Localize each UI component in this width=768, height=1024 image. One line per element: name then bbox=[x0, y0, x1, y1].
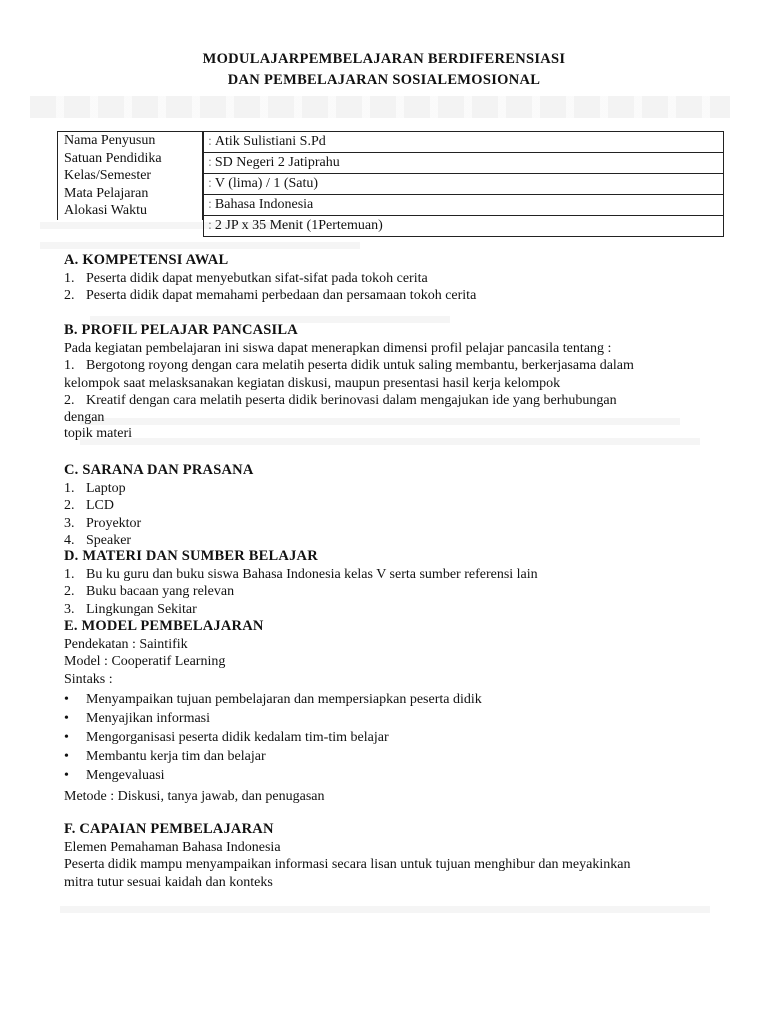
label-alokasi-waktu: Alokasi Waktu bbox=[64, 203, 147, 218]
section-heading: B. PROFIL PELAJAR PANCASILA bbox=[64, 322, 298, 338]
section-materi bbox=[64, 548, 724, 618]
label-nama-penyusun: Nama Penyusun bbox=[64, 133, 156, 148]
value-row bbox=[203, 195, 724, 216]
pendekatan-line: Pendekatan : Saintifik bbox=[64, 636, 188, 652]
item-text: Laptop bbox=[86, 480, 126, 496]
item-text: Membantu kerja tim dan belajar bbox=[86, 748, 266, 764]
value-nama-penyusun: Atik Sulistiani S.Pd bbox=[214, 134, 326, 149]
value-kelas-semester: V (lima) / 1 (Satu) bbox=[214, 176, 319, 191]
colon: : bbox=[208, 134, 212, 149]
section-heading: C. SARANA DAN PRASANA bbox=[64, 462, 254, 478]
paragraph: Pada kegiatan pembelajaran ini siswa dapat menerapkan dimensi profil pelajar pancasila tentang : bbox=[64, 340, 612, 356]
section-heading: F. CAPAIAN PEMBELAJARAN bbox=[64, 821, 274, 837]
list-item bbox=[64, 728, 724, 747]
list-item bbox=[64, 515, 724, 533]
item-number: 1. bbox=[64, 566, 75, 582]
section-capaian bbox=[64, 821, 724, 891]
item-number: 3. bbox=[64, 601, 75, 617]
list-item bbox=[64, 566, 724, 584]
item-continuation: kelompok saat melasksanakan kegiatan diskusi, maupun presentasi hasil kerja kelompok bbox=[64, 375, 561, 391]
item-text: Mengorganisasi peserta didik kedalam tim-tim belajar bbox=[86, 729, 389, 745]
sintaks-line: Sintaks : bbox=[64, 671, 113, 687]
bleed-through-band bbox=[30, 96, 730, 118]
item-text: Peserta didik dapat menyebutkan sifat-sifat pada tokoh cerita bbox=[86, 270, 428, 286]
value-row bbox=[203, 153, 724, 174]
bullet: • bbox=[64, 710, 69, 726]
section-heading: D. MATERI DAN SUMBER BELAJAR bbox=[64, 548, 318, 564]
colon: : bbox=[208, 155, 212, 170]
bullet: • bbox=[64, 767, 69, 783]
section-profil-pelajar bbox=[64, 322, 724, 442]
list-item bbox=[64, 357, 724, 375]
item-text: LCD bbox=[86, 498, 114, 513]
list-item bbox=[64, 497, 724, 515]
label-mata-pelajaran: Mata Pelajaran bbox=[64, 185, 149, 201]
item-number: 2. bbox=[64, 393, 75, 408]
bleed-through-mark bbox=[60, 906, 710, 913]
list-item bbox=[64, 583, 724, 601]
list-item bbox=[64, 392, 724, 410]
bullet: • bbox=[64, 729, 69, 745]
value-row bbox=[203, 174, 724, 195]
section-sarana bbox=[64, 462, 724, 550]
identity-values bbox=[203, 131, 724, 237]
list-item bbox=[64, 709, 724, 728]
document-title-line2: DAN PEMBELAJARAN SOSIALEMOSIONAL bbox=[227, 72, 541, 88]
label-satuan-pendidikan: Satuan Pendidika bbox=[64, 150, 162, 166]
item-number: 3. bbox=[64, 515, 75, 531]
list-item bbox=[64, 601, 724, 619]
list-item bbox=[64, 747, 724, 766]
item-text: Mengevaluasi bbox=[86, 767, 165, 783]
metode-line: Metode : Diskusi, tanya jawab, dan penugasan bbox=[64, 788, 325, 804]
document-title-line1: MODULAJARPEMBELAJARAN BERDIFERENSIASI bbox=[202, 51, 566, 67]
item-text: Menyampaikan tujuan pembelajaran dan mempersiapkan peserta didik bbox=[86, 691, 482, 707]
section-kompetensi-awal bbox=[64, 252, 724, 305]
identity-labels bbox=[57, 131, 203, 220]
item-number: 1. bbox=[64, 358, 75, 373]
item-number: 2. bbox=[64, 584, 75, 599]
item-text: Speaker bbox=[86, 533, 132, 548]
list-item bbox=[64, 690, 724, 709]
list-item bbox=[64, 766, 724, 785]
item-number: 1. bbox=[64, 480, 75, 496]
item-text: Buku bacaan yang relevan bbox=[86, 584, 235, 599]
item-number: 2. bbox=[64, 288, 75, 303]
label-kelas-semester: Kelas/Semester bbox=[64, 168, 152, 183]
colon: : bbox=[208, 218, 212, 233]
paragraph: Peserta didik mampu menyampaikan informasi secara lisan untuk tujuan menghibur dan meyakinkan bbox=[64, 857, 631, 872]
item-text: Bu ku guru dan buku siswa Bahasa Indonesia kelas V serta sumber referensi lain bbox=[86, 566, 538, 582]
item-continuation: topik materi bbox=[64, 425, 133, 441]
value-mata-pelajaran: Bahasa Indonesia bbox=[214, 197, 314, 212]
item-text: Peserta didik dapat memahami perbedaan dan persamaan tokoh cerita bbox=[86, 288, 477, 303]
colon: : bbox=[208, 197, 212, 212]
item-continuation: dengan bbox=[64, 409, 105, 425]
model-line: Model : Cooperatif Learning bbox=[64, 654, 226, 669]
value-row bbox=[203, 131, 724, 153]
list-item bbox=[64, 480, 724, 498]
item-number: 2. bbox=[64, 498, 75, 513]
list-item bbox=[64, 270, 724, 288]
item-text: Proyektor bbox=[86, 515, 142, 531]
list-item bbox=[64, 532, 724, 550]
item-number: 1. bbox=[64, 270, 75, 286]
section-heading: A. KOMPETENSI AWAL bbox=[64, 252, 229, 268]
item-text: Lingkungan Sekitar bbox=[86, 601, 197, 617]
section-model bbox=[64, 618, 724, 805]
colon: : bbox=[208, 176, 212, 191]
list-item bbox=[64, 287, 724, 305]
item-number: 4. bbox=[64, 533, 75, 548]
value-row bbox=[203, 216, 724, 237]
bullet: • bbox=[64, 748, 69, 764]
element-line: Elemen Pemahaman Bahasa Indonesia bbox=[64, 839, 281, 855]
bleed-through-mark bbox=[40, 242, 360, 249]
bullet: • bbox=[64, 691, 69, 707]
value-alokasi-waktu: 2 JP x 35 Menit (1Pertemuan) bbox=[214, 218, 383, 233]
section-heading: E. MODEL PEMBELAJARAN bbox=[64, 618, 264, 634]
item-text: Kreatif dengan cara melatih peserta didik berinovasi dalam mengajukan ide yang berhubungan bbox=[86, 393, 617, 408]
value-satuan-pendidikan: SD Negeri 2 Jatiprahu bbox=[214, 155, 340, 170]
item-text: Menyajikan informasi bbox=[86, 710, 211, 726]
paragraph-continuation: mitra tutur sesuai kaidah dan konteks bbox=[64, 874, 273, 890]
item-text: Bergotong royong dengan cara melatih peserta didik untuk saling membantu, berkerjasama dalam bbox=[86, 358, 634, 373]
